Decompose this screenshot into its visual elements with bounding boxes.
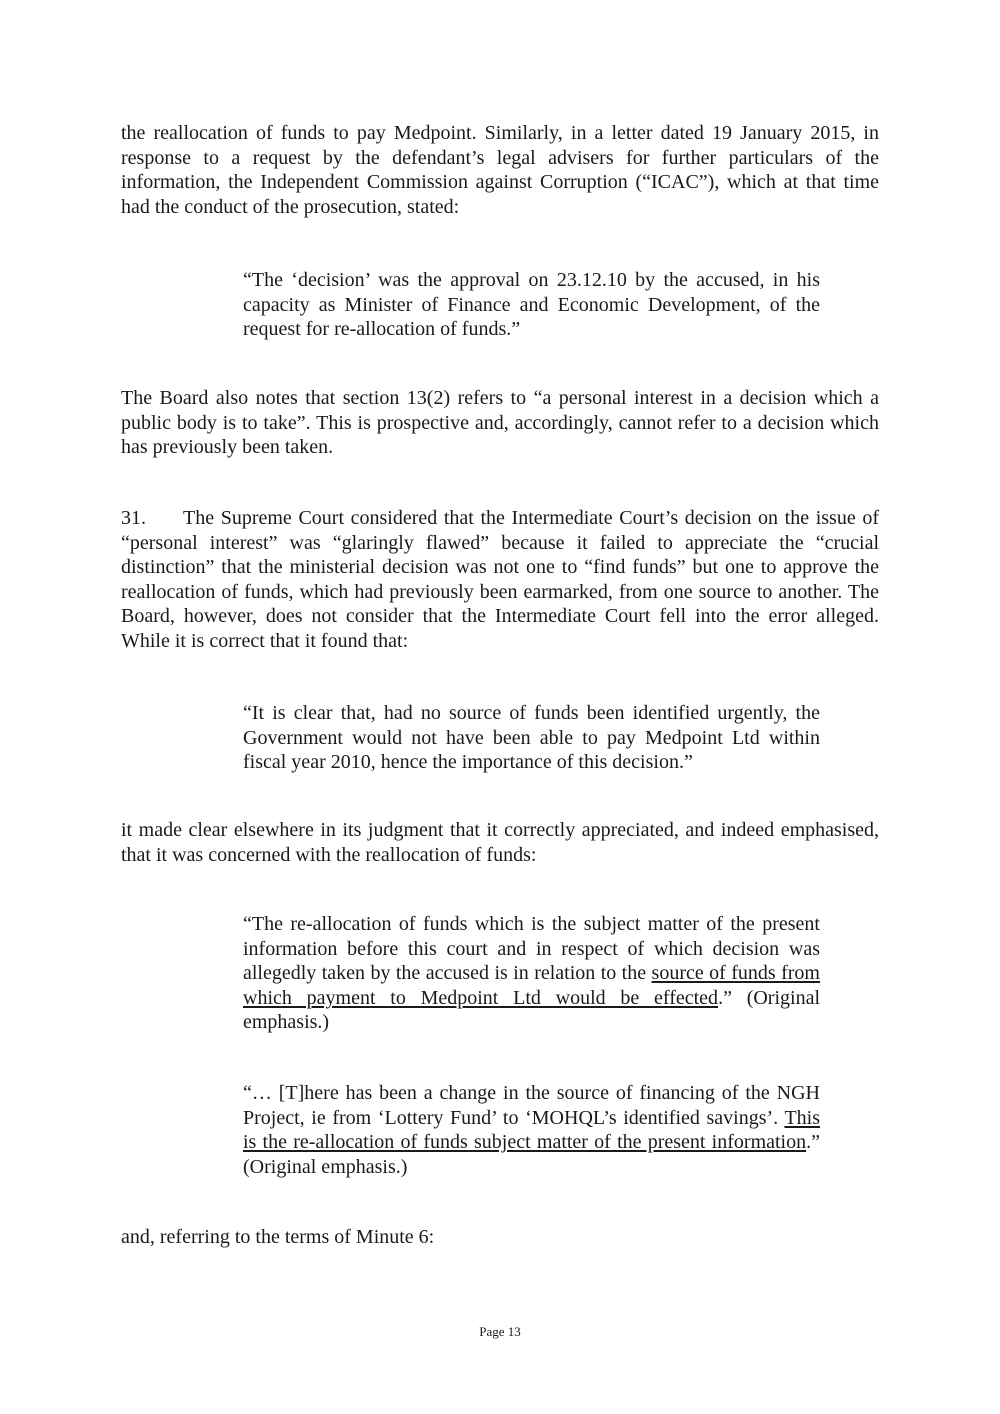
quote-intermediate-court-finding: “It is clear that, had no source of funds been identified urgently, the Government would not have been able to pay Medpoint Ltd within fiscal year 2010, hence the importance of this decision.” xyxy=(243,702,820,774)
paragraph-31-text: The Supreme Court considered that the Intermediate Court’s decision on the issue of “personal interest” was “glaringly flawed” because it failed to appreciate the “crucial distinction” that the ministerial decision was not one to “find funds” but one to approve the reallocation of funds, which had previously been earmarked, from one source to another. The Board, however, does not consider that the Intermediate Court fell into the error alleged. While it is correct that it found that: xyxy=(121,507,879,652)
quote-text-end: .” (Original emphasis.) xyxy=(243,986,821,1034)
quote-text: “… [T]here has been a change in the source of financing of the NGH Project, ie from ‘Lottery Fund’ to ‘MOHQL’s identified savings’. xyxy=(243,1082,820,1129)
paragraph-reallocation-emphasis: it made clear elsewhere in its judgment that it correctly appreciated, and indeed emphasised, that it was concerned with the reallocation of funds: xyxy=(121,819,879,866)
underlined-emphasis: This is the re-allocation of funds subject matter of the present information xyxy=(243,1106,820,1154)
page-number: Page 13 xyxy=(479,1324,521,1339)
paragraph-section-13-2: The Board also notes that section 13(2) refers to “a personal interest in a decision which a public body is to take”. This is prospective and, accordingly, cannot refer to a decision which has previously been taken. xyxy=(121,387,879,459)
quote-decision-approval: “The ‘decision’ was the approval on 23.12.10 by the accused, in his capacity as Minister of Finance and Economic Development, of the request for re-allocation of funds.” xyxy=(243,269,820,341)
underlined-emphasis: source of funds from which payment to Medpoint Ltd would be effected xyxy=(243,962,820,1009)
quote-ngh-project xyxy=(243,1081,820,1179)
quote-source-of-funds xyxy=(243,912,820,1035)
paragraph-minute-6: and, referring to the terms of Minute 6: xyxy=(121,1226,435,1248)
quote-text: “The re-allocation of funds which is the subject matter of the present information before this court and in respect of which decision was allegedly taken by the accused is in relation to the xyxy=(243,913,820,985)
paragraph-number: 31. xyxy=(121,507,146,529)
quote-text-end: .” (Original emphasis.) xyxy=(243,1131,820,1178)
paragraph-icac-letter: the reallocation of funds to pay Medpoint. Similarly, in a letter dated 19 January 2015, in response to a request by the defendant’s legal advisers for further particulars of the information, the Independent Commission against Corruption (“ICAC”), which at that time had the conduct of the prosecution, stated: xyxy=(121,122,879,218)
paragraph-31 xyxy=(121,506,879,654)
